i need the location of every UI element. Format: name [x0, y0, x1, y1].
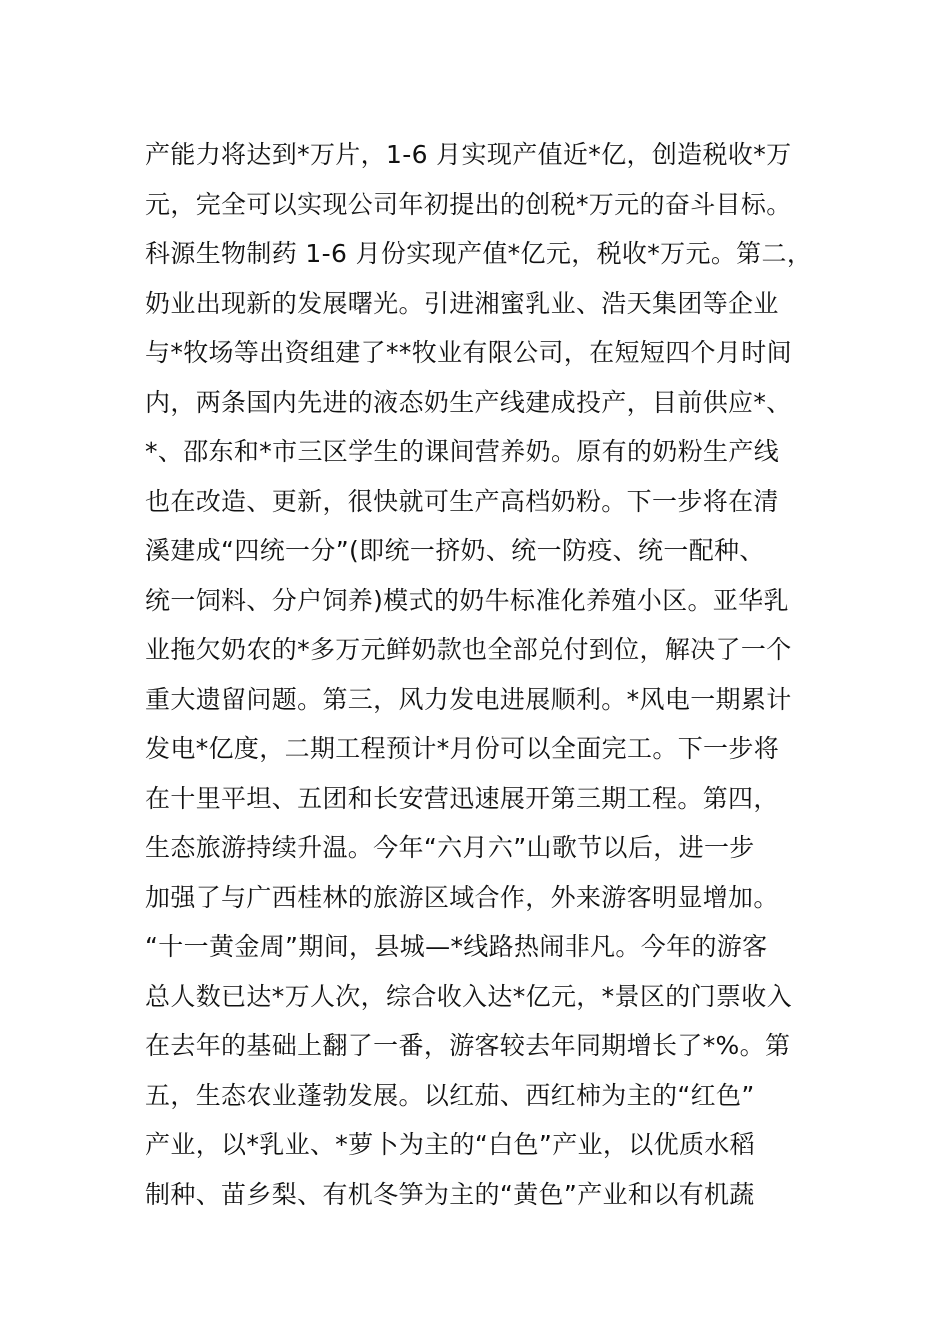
text-line: 科源生物制药 1-6 月份实现产值*亿元，税收*万元。第二， [145, 239, 813, 268]
text-line: 产能力将达到*万片，1-6 月实现产值近*亿，创造税收*万 [145, 140, 792, 169]
text-line: 在十里平坦、五团和长安营迅速展开第三期工程。第四， [145, 783, 779, 813]
text-line: 与*牧场等出资组建了**牧业有限公司，在短短四个月时间 [145, 338, 792, 367]
text-line: 也在改造、更新，很快就可生产高档奶粉。下一步将在清 [145, 486, 779, 516]
text-line: 溪建成“四统一分”(即统一挤奶、统一防疫、统一配种、 [145, 536, 765, 565]
text-line: “十一黄金周”期间，县城—*线路热闹非凡。今年的游客 [145, 932, 768, 961]
text-line: 元，完全可以实现公司年初提出的创税*万元的奋斗目标。 [145, 189, 792, 219]
text-line: 统一饲料、分户饲养)模式的奶牛标准化养殖小区。亚华乳 [145, 585, 789, 615]
text-line: 发电*亿度，二期工程预计*月份可以全面完工。下一步将 [145, 734, 780, 763]
text-line: 加强了与广西桂林的旅游区域合作，外来游客明显增加。 [145, 882, 779, 912]
text-line: 制种、苗乡梨、有机冬笋为主的“黄色”产业和以有机蔬 [145, 1179, 755, 1209]
body-text [145, 130, 845, 1219]
text-line: 总人数已达*万人次，综合收入达*亿元，*景区的门票收入 [145, 981, 792, 1011]
text-line: 业拖欠奶农的*多万元鲜奶款也全部兑付到位，解决了一个 [145, 635, 792, 664]
text-line: 生态旅游持续升温。今年“六月六”山歌节以后，进一步 [145, 833, 755, 862]
text-line: 内，两条国内先进的液态奶生产线建成投产，目前供应*、 [145, 387, 792, 417]
text-line: 产业，以*乳业、*萝卜为主的“白色”产业，以优质水稻 [145, 1130, 756, 1159]
text-line: *、邵东和*市三区学生的课间营养奶。原有的奶粉生产线 [145, 437, 780, 466]
text-line: 五，生态农业蓬勃发展。以红茄、西红柿为主的“红色” [145, 1080, 755, 1110]
text-line: 重大遗留问题。第三，风力发电进展顺利。*风电一期累计 [145, 684, 792, 714]
text-line: 在去年的基础上翻了一番，游客较去年同期增长了*%。第 [145, 1031, 791, 1060]
text-line: 奶业出现新的发展曙光。引进湘蜜乳业、浩天集团等企业 [145, 288, 779, 318]
